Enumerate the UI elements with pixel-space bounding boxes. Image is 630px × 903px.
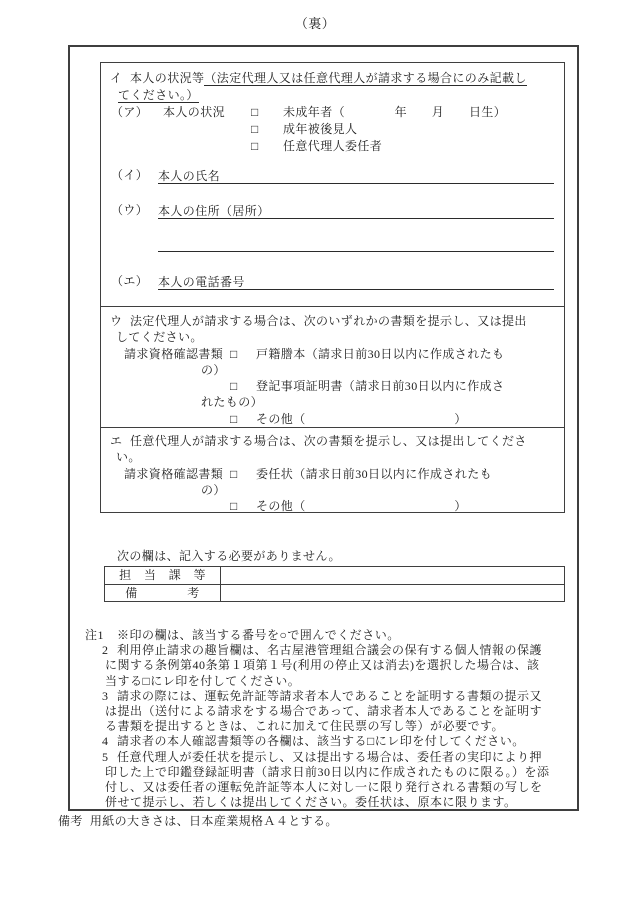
note-3-line3: る書類を提出するときは、これに加えて住民票の写し等）が必要です。	[105, 719, 505, 734]
note-2-number: 2	[102, 643, 109, 658]
notes-list	[70, 628, 572, 810]
section-i-note-underline-1: （法定代理人又は任意代理人が請求する場合にのみ記載し	[204, 71, 527, 85]
field-name-label: 本人の氏名	[158, 169, 221, 183]
option-adult-ward	[251, 121, 506, 138]
doc-ininjo-label-wrap: の）	[201, 482, 226, 497]
note-2-line1: 利用停止請求の趣旨欄は、名古屋港管理組合議会の保有する個人情報の保護	[117, 643, 543, 658]
doc-sonota-e-label: その他（ ）	[256, 499, 467, 512]
note-5	[70, 750, 572, 811]
doc-ininjo-label: 委任状（請求日前30日以内に作成されたも	[256, 466, 493, 481]
section-e-number: エ	[110, 434, 123, 448]
field-phone-label: 本人の電話番号	[158, 275, 245, 289]
note-2-line2: に関する条例第40条第１項第１号(利用の停止又は消去)を選択した場合は、該	[105, 658, 540, 673]
checkbox-voluntary-principal[interactable]: □	[251, 139, 259, 153]
note-1-number: 注1	[85, 628, 105, 642]
option-adult-ward-label: 成年被後見人	[283, 122, 358, 136]
option-voluntary-principal-label: 任意代理人委任者	[283, 139, 383, 153]
doc-item-koseki	[201, 346, 564, 379]
note-2	[70, 643, 572, 689]
field-honnin-address	[101, 203, 564, 219]
doc-toki-label-wrap: れたもの）	[201, 395, 264, 410]
section-i-heading-wrap	[118, 87, 564, 104]
checkbox-adult-ward[interactable]: □	[251, 122, 259, 136]
note-5-number: 5	[102, 749, 109, 764]
section-legal-agent-docs	[101, 306, 564, 427]
option-minor	[251, 104, 506, 121]
table-row-biko	[105, 584, 564, 601]
section-e-heading-text: 任意代理人が請求する場合は、次の書類を提示し、又は提出してくださ	[130, 434, 527, 448]
checkbox-sonota-u[interactable]: □	[230, 411, 238, 426]
field-address-number: （ウ）	[111, 203, 149, 217]
docs-label-u: 請求資格確認書類	[124, 346, 224, 361]
table-value-biko	[221, 585, 564, 601]
doc-item-sonota-e	[201, 498, 564, 512]
doc-sonota-u-label: その他（ ）	[256, 411, 467, 426]
checkbox-ininjo[interactable]: □	[230, 466, 238, 481]
doc-koseki-label-wrap: の）	[201, 362, 226, 377]
page-side-label: （裏）	[294, 16, 336, 31]
note-5-line2: 印した上で印鑑登録証明書（請求日前30日以内に作成されたものに限る。）を添	[105, 764, 550, 779]
field-honnin-phone	[101, 274, 564, 290]
paper-size-remark-label: 備考	[58, 814, 83, 828]
note-4-line: 請求者の本人確認書類等の各欄は、該当する□にレ印を付してください。	[117, 734, 525, 749]
note-4	[70, 734, 572, 749]
note-3	[70, 689, 572, 735]
section-i-note-underline-2: てください。）	[118, 88, 199, 102]
note-5-line3: 付し、又は委任者の運転免許証等本人に対し一に限り発行される書類の写しを	[105, 780, 543, 795]
section-i-title: 本人の状況等	[130, 71, 205, 85]
note-3-line2: は提出（送付による請求をする場合であって、請求者本人であることを証明す	[105, 704, 543, 719]
note-1	[70, 628, 572, 643]
option-minor-label: 未成年者（ 年 月 日生）	[283, 105, 507, 119]
input-line-name[interactable]	[158, 168, 554, 184]
table-row-tanto-ka	[105, 567, 564, 584]
checkbox-toki-shomeisho[interactable]: □	[230, 379, 238, 394]
field-address-label: 本人の住所（居所）	[158, 204, 270, 218]
status-options	[251, 104, 506, 155]
note-5-line1: 任意代理人が委任状を提示し、又は提出する場合は、委任者の実印により押	[117, 749, 543, 764]
input-line-phone[interactable]	[158, 274, 554, 290]
field-name-number: （イ）	[111, 168, 149, 182]
input-line-address-2[interactable]	[158, 236, 554, 252]
note-3-line1: 請求の際には、運転免許証等請求者本人であることを証明する書類の提示又	[117, 688, 543, 703]
note-3-number: 3	[102, 688, 109, 703]
form-border-box	[68, 45, 579, 811]
section-u-number: ウ	[110, 314, 123, 328]
doc-toki-label: 登記事項証明書（請求日前30日以内に作成さ	[256, 379, 505, 394]
note-5-line4: 併せて提示し、若しくは提出してください。委任状は、原本に限ります。	[105, 795, 517, 810]
section-e-docs	[101, 466, 564, 512]
section-i-number: イ	[110, 71, 123, 85]
section-e-heading-line2: い。	[116, 450, 141, 465]
section-voluntary-agent-docs	[101, 427, 564, 512]
row-a-label: 本人の状況	[163, 105, 226, 119]
section-u-heading-text: 法定代理人が請求する場合は、次のいずれかの書類を提示し、又は提出	[130, 314, 527, 328]
paper-size-remark-text: 用紙の大きさは、日本産業規格Ａ４とする。	[89, 814, 338, 828]
doc-item-sonota-u	[201, 411, 564, 427]
checkbox-minor[interactable]: □	[251, 105, 259, 119]
row-a-number: （ア）	[111, 105, 149, 119]
agent-info-sections	[100, 62, 565, 513]
table-value-tanto-ka	[221, 567, 564, 584]
table-label-biko: 備 考	[105, 585, 221, 601]
section-honnin-jokyo	[101, 63, 564, 306]
doc-item-toki	[201, 378, 564, 411]
note-4-number: 4	[102, 734, 109, 749]
input-line-address[interactable]	[158, 203, 554, 219]
doc-item-ininjo	[201, 466, 564, 499]
paper-size-remark	[58, 812, 338, 829]
option-voluntary-principal	[251, 138, 506, 155]
office-use-table	[104, 566, 565, 602]
row-honnin-status	[101, 104, 564, 155]
note-2-line3: 当する□にレ印を付してください。	[105, 673, 301, 688]
office-use-note: 次の欄は、記入する必要がありません。	[117, 549, 341, 563]
doc-koseki-label: 戸籍謄本（請求日前30日以内に作成されたも	[256, 346, 505, 361]
table-label-tanto-ka: 担 当 課 等	[105, 567, 221, 584]
checkbox-koseki-tohon[interactable]: □	[230, 346, 238, 361]
field-honnin-name	[101, 168, 564, 184]
section-u-heading-line2: してください。	[116, 330, 203, 345]
docs-label-e: 請求資格確認書類	[124, 466, 224, 481]
checkbox-sonota-e[interactable]: □	[230, 499, 238, 512]
section-i-heading	[110, 70, 564, 87]
section-u-heading-line1	[110, 313, 564, 329]
section-u-docs	[101, 346, 564, 427]
note-1-line: ※印の欄は、該当する番号を○で囲んでください。	[117, 628, 400, 642]
section-e-heading-line1	[110, 433, 564, 449]
field-phone-number: （エ）	[111, 274, 149, 288]
field-honnin-address-cont	[101, 236, 564, 252]
